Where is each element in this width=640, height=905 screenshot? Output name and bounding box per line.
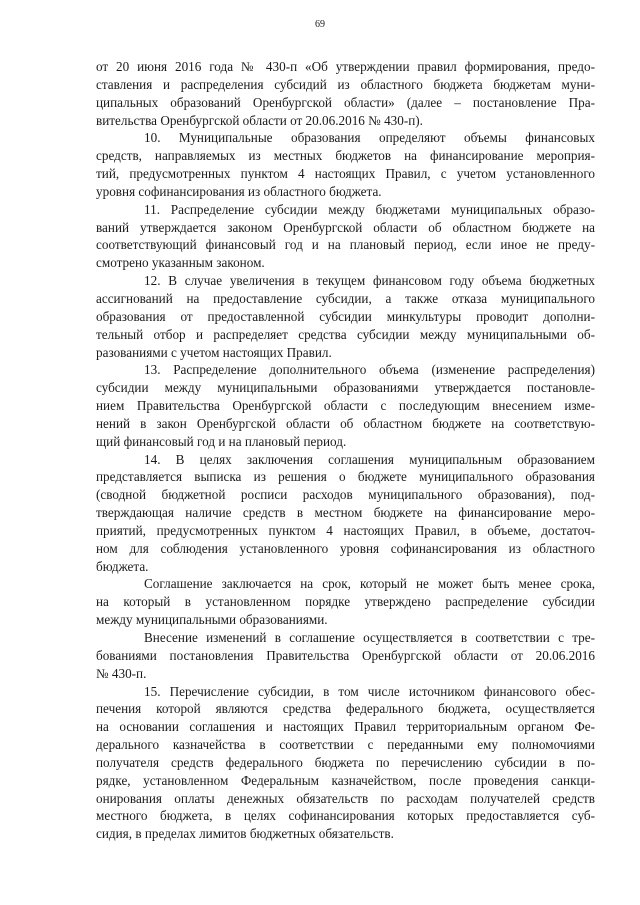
- text-line: образования от предоставленной субсидии минкультуры проводит дополни-: [96, 308, 595, 324]
- text-line: нием Правительства Оренбургской области с последующим внесением изме-: [96, 398, 595, 414]
- text-line: онирования оплаты денежных обязательств по расходам получателей средств: [96, 790, 595, 806]
- text-line: 14. В целях заключения соглашения муниципальным образованием: [144, 451, 595, 467]
- text-line: дерального казначейства в соответствии с переданными ему полномочиями: [96, 737, 595, 753]
- text-line: сидия, в пределах лимитов бюджетных обязательств.: [96, 826, 394, 842]
- paragraph: [96, 451, 595, 576]
- text-line: 15. Перечисление субсидии, в том числе источником финансового обес-: [144, 683, 595, 699]
- paragraph: [96, 272, 595, 361]
- text-line: тий, предусмотренных пунктом 4 настоящих Правил, с учетом установленного: [96, 166, 595, 182]
- paragraph: [96, 201, 595, 272]
- text-line: приятий, предусмотренных пунктом 4 настоящих Правил, в объеме, достаточ-: [96, 522, 595, 538]
- text-line: 12. В случае увеличения в текущем финансовом году объема бюджетных: [144, 273, 595, 289]
- paragraph: [96, 129, 595, 200]
- text-line: (сводной бюджетной росписи расходов муниципального образования), под-: [96, 487, 595, 503]
- text-line: от 20 июня 2016 года № 430-п «Об утверждении правил формирования, предо-: [96, 59, 595, 74]
- text-line: № 430-п.: [96, 665, 147, 681]
- text-line: печения которой являются средства федерального бюджета, осуществляется: [96, 701, 595, 717]
- text-line: 13. Распределение дополнительного объема (изменение распределения): [144, 362, 595, 378]
- text-line: Соглашение заключается на срок, который не может быть менее срока,: [144, 576, 595, 592]
- text-line: ваний утверждается законом Оренбургской области об областном бюджете на: [96, 219, 595, 235]
- text-line: разованиями с учетом настоящих Правил.: [96, 344, 332, 360]
- text-line: получателя средств федерального бюджета по перечислению субсидии в по-: [96, 754, 595, 770]
- text-line: местного бюджета, в целях софинансирования которых предоставляется суб-: [96, 808, 595, 824]
- text-line: бованиями постановления Правительства Оренбургской области от 20.06.2016: [96, 647, 595, 663]
- text-line: уровня софинансирования из областного бюджета.: [96, 183, 382, 199]
- text-line: средств, направляемых из местных бюджетов на финансирование мероприя-: [96, 148, 595, 164]
- text-line: Внесение изменений в соглашение осуществляется в соответствии с тре-: [144, 630, 595, 645]
- paragraph: [96, 629, 595, 683]
- document-body: [96, 58, 595, 843]
- text-line: субсидии между муниципальными образованиями утверждается постановле-: [96, 380, 595, 396]
- text-line: бюджета.: [96, 558, 149, 574]
- text-line: тельный отбор и распределяет средства субсидии между муниципальными об-: [96, 326, 595, 342]
- text-line: 11. Распределение субсидии между бюджетами муниципальных образо-: [144, 201, 595, 217]
- text-line: на основании соглашения и настоящих Правил территориальным органом Фе-: [96, 719, 595, 735]
- text-line: 10. Муниципальные образования определяют объемы финансовых: [144, 130, 595, 146]
- text-line: на который в установленном порядке утверждено распределение субсидии: [96, 594, 595, 610]
- text-line: ассигнований на предоставление субсидии, а также отказа муниципального: [96, 290, 595, 306]
- paragraph: [96, 58, 595, 129]
- text-line: соответствующий финансовый год и на плановый период, если иное не преду-: [96, 237, 595, 253]
- text-line: нений в закон Оренбургской области об областном бюджете на соответствую-: [96, 415, 595, 431]
- paragraph: [96, 683, 595, 844]
- text-line: смотрено указанным законом.: [96, 255, 265, 271]
- text-line: ном для соблюдения установленного уровня софинансирования из областного: [96, 540, 595, 556]
- text-line: щий финансовый год и на плановый период.: [96, 433, 347, 449]
- paragraph: [96, 575, 595, 629]
- paragraph: [96, 361, 595, 450]
- text-line: рядке, установленном Федеральным казначейством, после проведения санкци-: [96, 772, 595, 788]
- page-number: 69: [315, 19, 325, 30]
- text-line: вительства Оренбургской области от 20.06.2016 № 430-п).: [96, 112, 423, 128]
- text-line: ципальных образований Оренбургской области» (далее – постановление Пра-: [96, 94, 595, 110]
- text-line: между муниципальными образованиями.: [96, 612, 328, 628]
- text-line: ставления и распределения субсидий из областного бюджета бюджетам муни-: [96, 76, 595, 92]
- text-line: представляется выписка из решения о бюджете муниципального образования: [96, 469, 595, 485]
- text-line: тверждающая наличие средств в местном бюджете на финансирование меро-: [96, 505, 595, 521]
